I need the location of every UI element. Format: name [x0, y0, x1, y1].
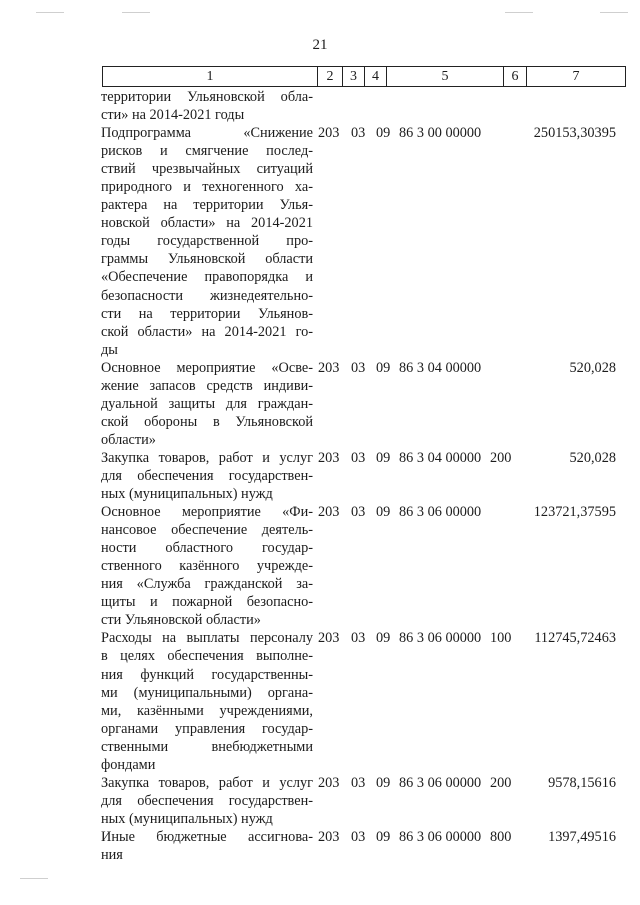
section-code: 03: [351, 125, 366, 142]
expense-type-code: 100: [490, 630, 512, 647]
column-header: 7: [527, 67, 626, 87]
description-line: Основное мероприятие «Фи-: [101, 504, 313, 521]
description-line: территории Ульяновской обла-: [101, 89, 313, 105]
row-description: [101, 774, 313, 828]
description-line: сти на территории Ульянов-: [101, 305, 313, 322]
description-line: рактера на территории Улья-: [101, 197, 313, 214]
amount: 250153,30395: [533, 125, 616, 142]
row-description: [101, 503, 313, 629]
description-line: жение запасов средств индиви-: [101, 377, 313, 394]
description-line: для обеспечения государствен-: [101, 467, 313, 484]
description-line: в целях обеспечения выполне-: [101, 648, 313, 665]
description-line: Иные бюджетные ассигнова-: [101, 828, 313, 845]
description-line: новской области» на 2014-2021: [101, 215, 313, 232]
description-line: ных (муниципальных) нужд: [101, 810, 273, 827]
row-description: [101, 828, 313, 864]
section-code: 03: [351, 504, 366, 521]
subsection-code: 09: [376, 828, 391, 845]
description-line: сти Ульяновской области»: [101, 612, 261, 629]
expense-type-code: 200: [490, 449, 512, 466]
page-number: 21: [312, 37, 328, 53]
scan-speck: [505, 12, 533, 13]
description-line: ния «Служба гражданской за-: [101, 576, 313, 593]
table-row: [0, 828, 640, 864]
description-line: ственными внебюджетными: [101, 738, 313, 755]
description-line: Подпрограмма «Снижение: [101, 125, 313, 142]
amount: 123721,37595: [533, 504, 616, 521]
scan-speck: [122, 12, 150, 13]
description-line: щиты и пожарной безопасно-: [101, 594, 313, 611]
table-row: [0, 449, 640, 503]
row-description: [101, 88, 313, 124]
description-line: ности областного государ-: [101, 540, 313, 557]
description-line: для обеспечения государствен-: [101, 792, 313, 809]
subsection-code: 09: [376, 630, 391, 647]
description-line: ния функций государственны-: [101, 666, 313, 683]
table-row: [0, 359, 640, 449]
table-row: [0, 503, 640, 629]
subsection-code: 09: [376, 125, 391, 142]
section-code: 03: [351, 359, 366, 376]
target-article-code: 86 3 06 00000: [399, 504, 482, 521]
subsection-code: 09: [376, 504, 391, 521]
description-line: ния: [101, 846, 123, 863]
description-line: области»: [101, 431, 156, 448]
amount: 9578,15616: [548, 774, 616, 791]
gr-code: 203: [318, 828, 340, 845]
target-article-code: 86 3 06 00000: [399, 774, 482, 791]
description-line: граммы Ульяновской области: [101, 251, 313, 268]
subsection-code: 09: [376, 359, 391, 376]
amount: 520,028: [569, 449, 616, 466]
description-line: ской области» на 2014-2021 го-: [101, 323, 313, 340]
target-article-code: 86 3 00 00000: [399, 125, 482, 142]
scan-speck: [36, 12, 64, 13]
description-line: «Обеспечение правопорядка и: [101, 269, 313, 286]
gr-code: 203: [318, 125, 340, 142]
description-line: ды: [101, 341, 118, 358]
column-header-table: [102, 66, 626, 87]
gr-code: 203: [318, 774, 340, 791]
row-description: [101, 359, 313, 449]
column-header: 1: [103, 67, 318, 87]
expense-type-code: 200: [490, 774, 512, 791]
description-line: фондами: [101, 756, 156, 773]
amount: 112745,72463: [534, 630, 616, 647]
amount: 1397,49516: [548, 828, 616, 845]
description-line: ми, казёнными учреждениями,: [101, 702, 313, 719]
target-article-code: 86 3 06 00000: [399, 630, 482, 647]
gr-code: 203: [318, 449, 340, 466]
description-line: сти» на 2014-2021 годы: [101, 107, 245, 124]
description-line: природного и техногенного ха-: [101, 179, 313, 196]
description-line: ственного казённого учрежде-: [101, 558, 313, 575]
section-code: 03: [351, 630, 366, 647]
description-line: рисков и смягчение послед-: [101, 143, 313, 160]
amount: 520,028: [569, 359, 616, 376]
scan-speck: [600, 12, 628, 13]
target-article-code: 86 3 04 00000: [399, 359, 482, 376]
table-row: [0, 88, 640, 124]
section-code: 03: [351, 449, 366, 466]
description-line: Закупка товаров, работ и услуг: [101, 449, 313, 466]
section-code: 03: [351, 828, 366, 845]
table-row: [0, 629, 640, 773]
description-line: дуальной защиты для граждан-: [101, 395, 313, 412]
description-line: ных (муниципальных) нужд: [101, 486, 273, 503]
column-header: 2: [318, 67, 343, 87]
table-row: [0, 774, 640, 828]
gr-code: 203: [318, 630, 340, 647]
row-description: [101, 449, 313, 503]
target-article-code: 86 3 04 00000: [399, 449, 482, 466]
column-header: 4: [365, 67, 387, 87]
subsection-code: 09: [376, 774, 391, 791]
description-line: безопасности жизнедеятельно-: [101, 287, 313, 304]
description-line: нансовое обеспечение деятель-: [101, 522, 313, 539]
description-line: годы государственной про-: [101, 233, 313, 250]
table-body: [0, 88, 640, 864]
section-code: 03: [351, 774, 366, 791]
scan-speck: [20, 878, 48, 879]
row-description: [101, 629, 313, 773]
gr-code: 203: [318, 504, 340, 521]
description-line: ми (муниципальными) органа-: [101, 684, 313, 701]
column-header: 6: [504, 67, 527, 87]
gr-code: 203: [318, 359, 340, 376]
column-header: 5: [387, 67, 504, 87]
description-line: Закупка товаров, работ и услуг: [101, 774, 313, 791]
table-row: [0, 124, 640, 359]
subsection-code: 09: [376, 449, 391, 466]
expense-type-code: 800: [490, 828, 512, 845]
target-article-code: 86 3 06 00000: [399, 828, 482, 845]
description-line: Расходы на выплаты персоналу: [101, 630, 313, 647]
description-line: Основное мероприятие «Осве-: [101, 359, 313, 376]
row-description: [101, 124, 313, 359]
description-line: ствий чрезвычайных ситуаций: [101, 161, 313, 178]
description-line: органами управления государ-: [101, 720, 313, 737]
description-line: ской обороны в Ульяновской: [101, 413, 313, 430]
column-header: 3: [343, 67, 365, 87]
